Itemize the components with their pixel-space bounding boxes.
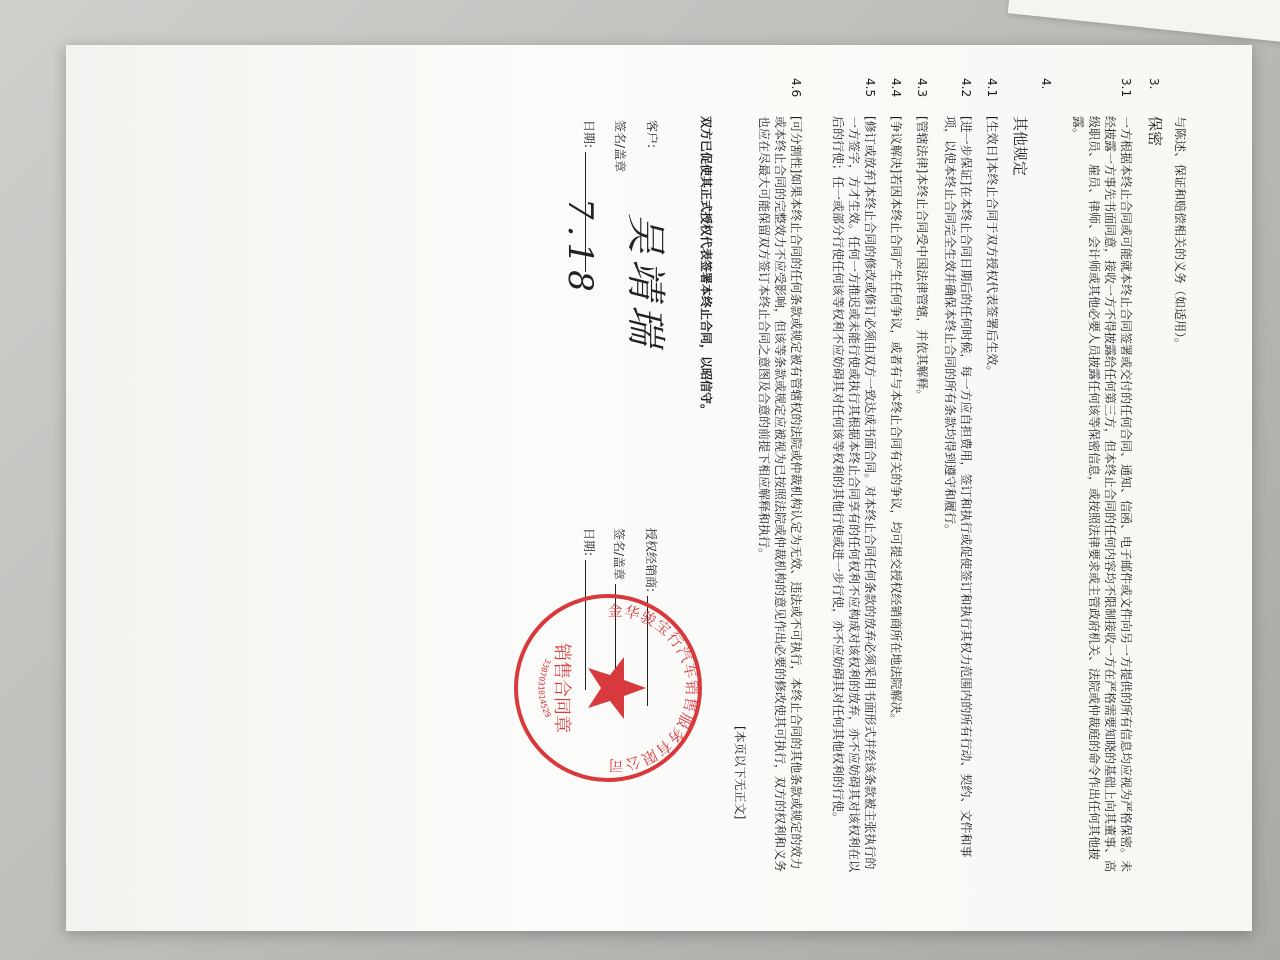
intro-text: 与陈述、保证和赔偿相关的义务（如适用）。 <box>1173 116 1187 351</box>
background-sheet-corner <box>1008 0 1280 47</box>
customer-sign-label: 签名/盖章 <box>613 120 627 173</box>
handwritten-date: 7.18 <box>560 198 600 298</box>
clause-4-1-text: [生效日]本终止合同于双方授权代表签署后生效。 <box>985 116 999 378</box>
section-3-title: 保密 <box>1146 116 1164 147</box>
clause-4-6-text: [可分割性]如果本终止合同的任何条款或规定被有管辖权的法院或仲裁机构认定为无效、违法或不可执行，本终止合同的其他条款或规定的效力或本终止合同的完整效力不应受影响，但该等条款或规定应被视为已按照法院或仲裁机构的意见作出必要的修改使其可执行，双方的权利和义务也应在尽最大可能保留双方签订本终止合同之意图及合意的前提下相应解释和执行。 <box>757 116 803 873</box>
section-4-title: 其他规定 <box>1011 116 1029 177</box>
clause-4-2-text: [进一步保证]在本终止合同日期后的任何时候，每一方应自担费用，签订和执行或促使签订和执行其权力范围内的所有行动、契约、文件和事项，以使本终止合同完全生效并确保本终止合同的所有条款均得到遵守和履行。 <box>943 116 973 858</box>
clause-4-3-text: [管辖法律]本终止合同受中国法律管辖，并依其解释。 <box>915 116 929 402</box>
document-content <box>88 78 1188 908</box>
stamp-star-icon <box>588 657 646 719</box>
section-3-number: 3. <box>1147 78 1161 90</box>
customer-handwritten-signature: 吴靖瑞 <box>622 213 668 351</box>
closing-statement: 双方已促使其正式授权代表签署本终止合同，以昭信守。 <box>699 116 713 417</box>
stamp-arc-text: 金华骏宝行汽车销售服务有限公司 <box>607 601 701 775</box>
clause-4-3-number: 4.3 <box>915 78 929 98</box>
clause-4-1-number: 4.1 <box>985 78 999 98</box>
clause-4-6-number: 4.6 <box>789 78 803 98</box>
clause-4-4-text: [争议解决]若因本终止合同产生任何争议，或者有与本终止合同有关的争议，均可提交授权经销商所在地法院解决。 <box>889 116 903 726</box>
clause-3-1-text: 一方根据本终止合同或可能就本终止合同签署或交付的任何合同、通知、信函、电子邮件或文件向另一方提供的所有信息均应视为严格保密。未经披露一方事先书面同意，接收一方不得披露给任何第三方，但本终止合同的任何内容均不限制接收一方在严格需要知晓的基础上向其董事、高级职员、雇员、律师、会计师或其他必要人员披露任何该等保密信息，或按照法律要求或主管政府机关、法院或仲裁庭的命令作出任何其他披露。 <box>1071 116 1133 873</box>
clause-4-5-text: [修订或放弃]本终止合同的修改或修订必须由双方一致达成书面合同。对本终止合同任何条款的放弃必须采用书面形式并经该条款被主张执行的一方签字，方才生效。任何一方推迟或未能行使或执行其根据本终止合同享有的任何权利不应构成对该权利的放弃，亦不应妨碍其对该权利在以后的行使；任一或部分行使任何该等权利不应妨碍其对任何该等权利的其他行使或进一步行使，亦不应妨碍其对任何其他权利的行使。 <box>831 116 877 873</box>
dealer-date-label: 日期: <box>581 528 598 690</box>
dealer-label: 授权经销商: <box>643 528 660 706</box>
customer-label: 客户: <box>645 120 659 149</box>
clause-4-5-number: 4.5 <box>863 78 877 98</box>
dealer-sign-label: 签名/盖章 <box>611 528 628 694</box>
clause-3-1-number: 3.1 <box>1119 78 1133 98</box>
clause-4-4-number: 4.4 <box>889 78 903 98</box>
customer-date-label: 日期: <box>581 120 598 272</box>
stamp-center-text: 销售合同章 <box>551 643 572 733</box>
clause-4-2-number: 4.2 <box>959 78 973 98</box>
blank-page-note: [本页以下无正文] <box>733 726 747 820</box>
section-4-number: 4. <box>1039 78 1053 90</box>
company-seal-stamp <box>508 588 708 788</box>
stamp-bottom-code: 3307031014529 <box>536 656 553 720</box>
